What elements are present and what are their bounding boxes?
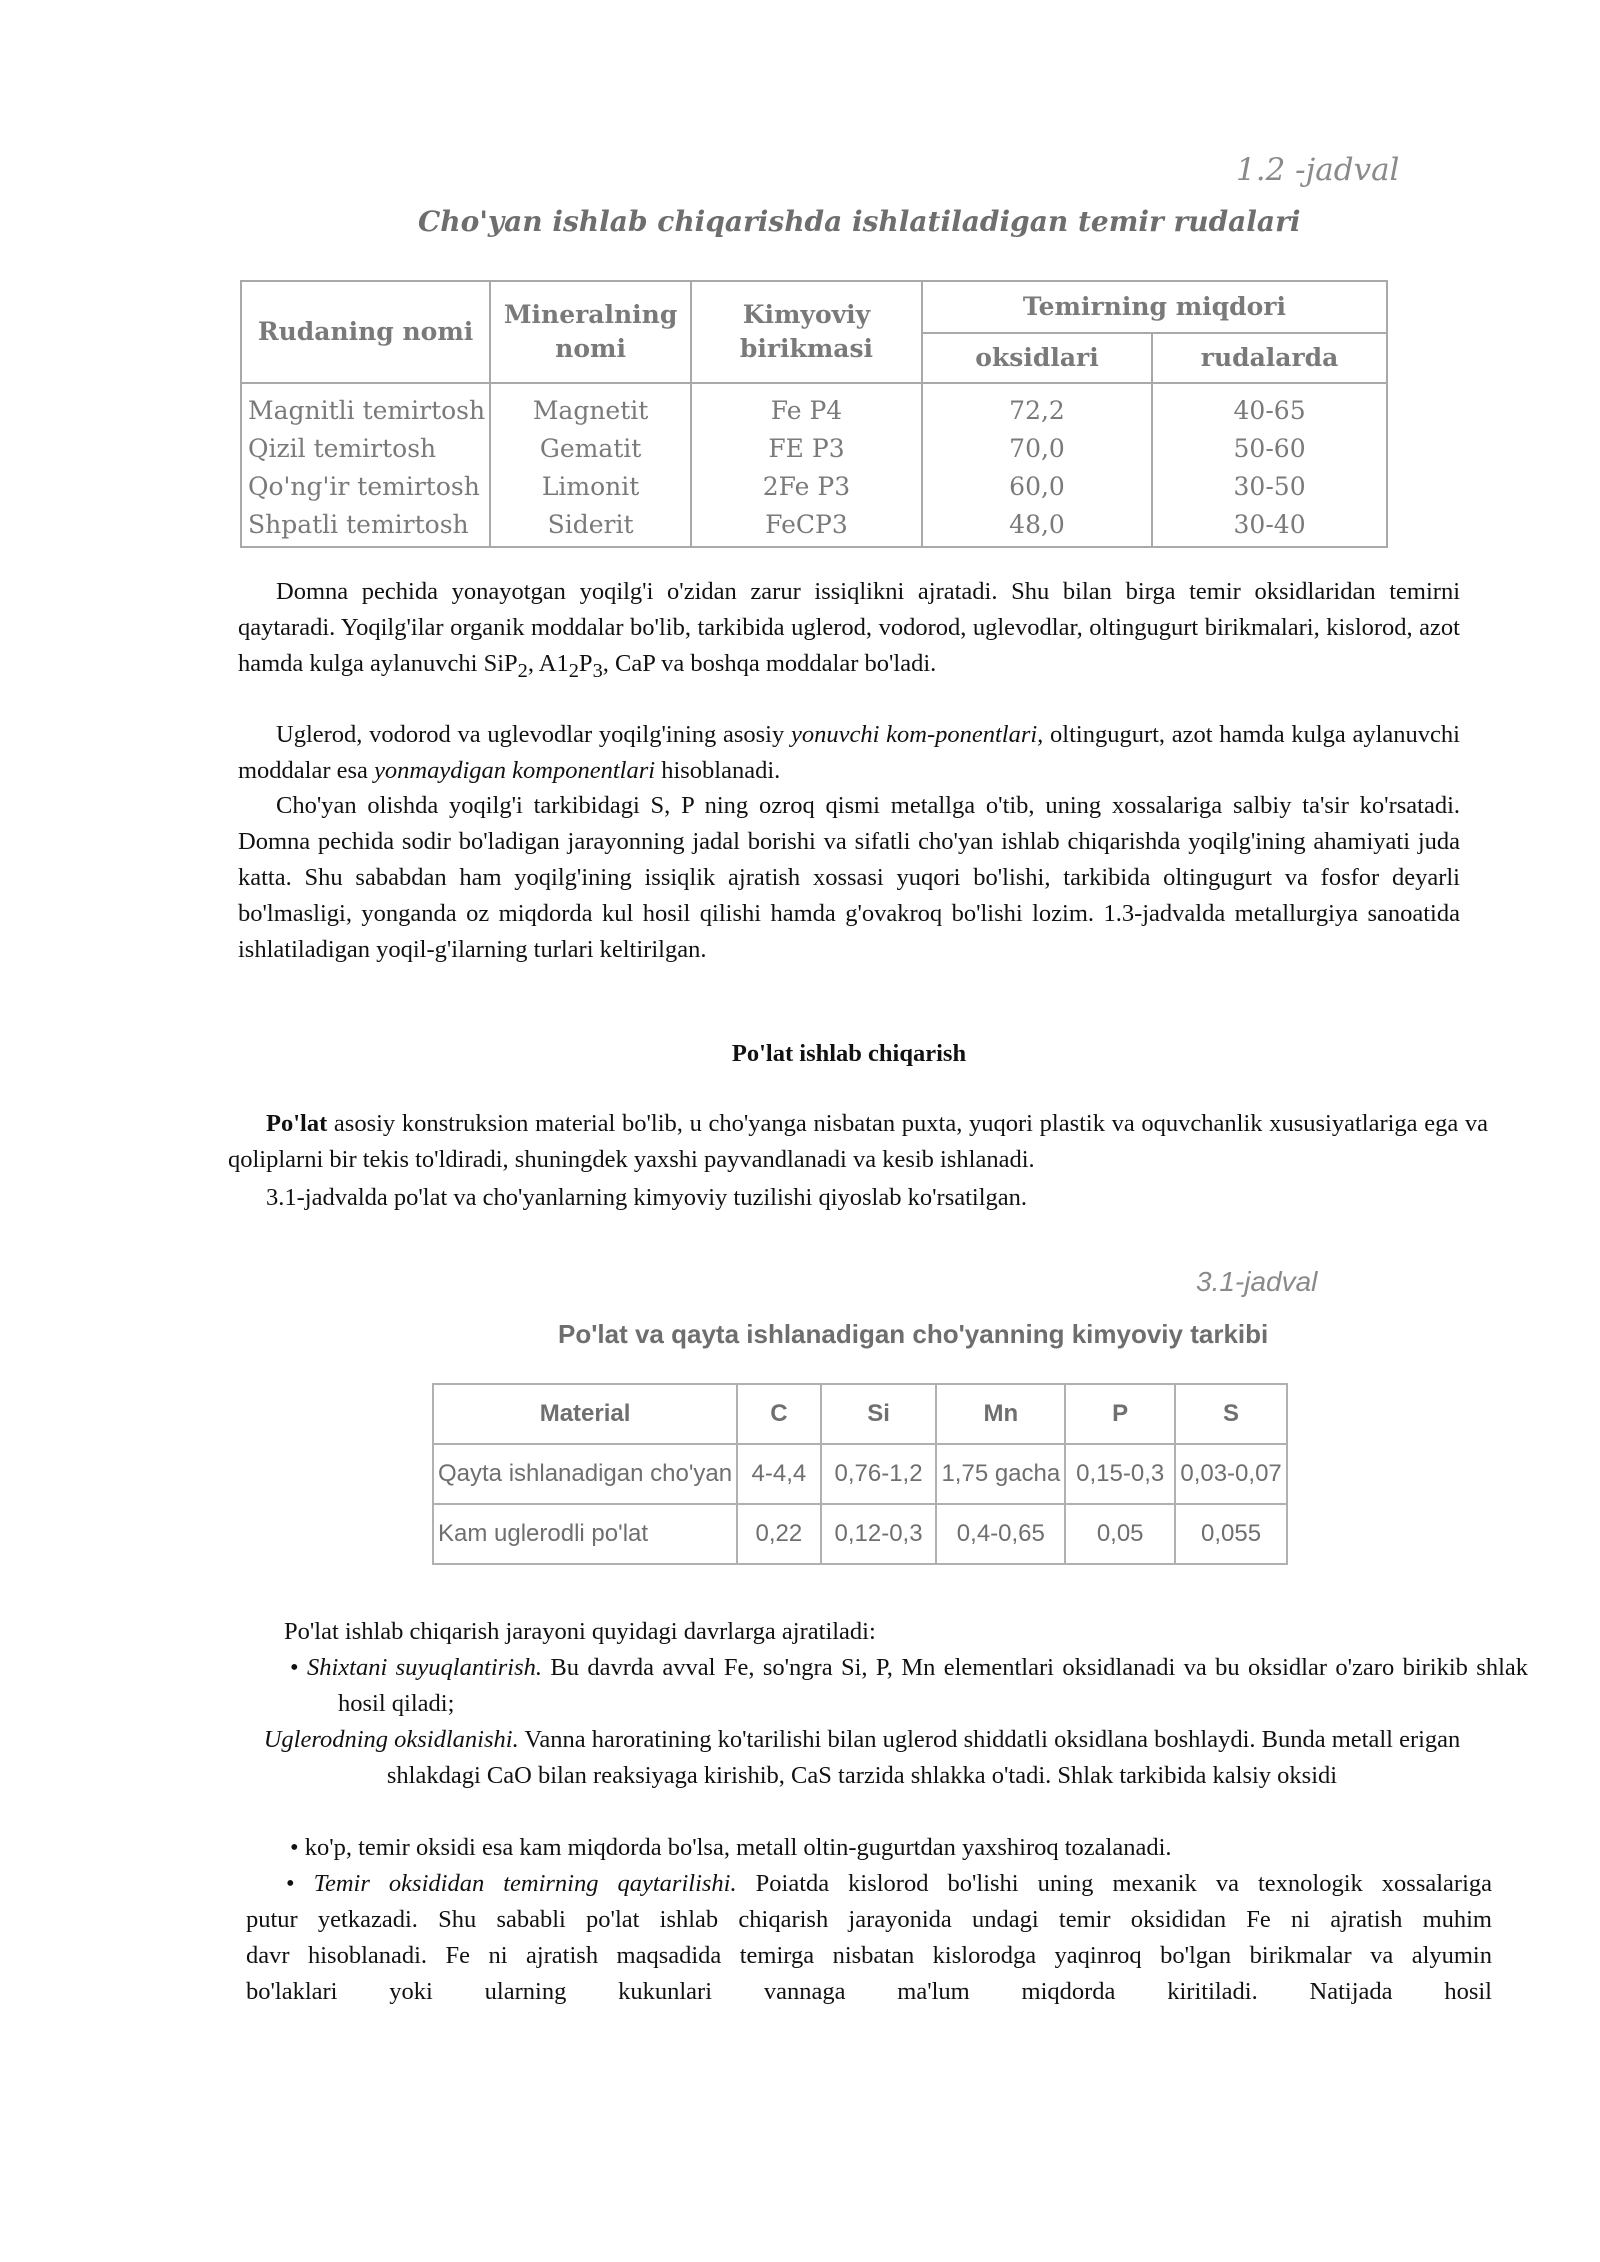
- mineral-cell: Magnetit: [532, 396, 649, 425]
- compound-cell: FE P3: [768, 434, 845, 463]
- list-intro: Po'lat ishlab chiqarish jarayoni quyidagi davrlarga ajratiladi:: [284, 1618, 876, 1645]
- ore-iron-cell: 40-65: [1233, 396, 1306, 425]
- compound-cell: Fe P4: [770, 396, 843, 425]
- mineral-cell: Siderit: [547, 510, 634, 539]
- col-header-mineral-name: Mineralning nomi: [490, 281, 691, 383]
- bullet: •: [290, 1834, 299, 1861]
- col-header-in-ores: rudalarda: [1152, 333, 1387, 383]
- value-cell: 0,22: [737, 1504, 820, 1564]
- value-cell: 0,12-0,3: [821, 1504, 937, 1564]
- table-row: [433, 1444, 1287, 1504]
- value-cell: 0,4-0,65: [936, 1504, 1065, 1564]
- col-header-s: S: [1175, 1384, 1287, 1444]
- compound-cell: 2Fe P3: [762, 472, 851, 501]
- list-item: Uglerodning oksidlanishi. Vanna haroratining ko'tarilishi bilan uglerod shiddatli oksidlana boshlaydi. Bunda metall erigan shlakdagi CaO bilan reaksiyaga kirishib, CaS tarzida shlakka o'tadi. Shlak tarkibida kalsiy oksidi: [263, 1726, 1461, 1789]
- ore-name-cell: Qo'ng'ir temirtosh: [248, 472, 480, 501]
- paragraph-steel-definition: Po'lat asosiy konstruksion material bo'lib, u cho'yanga nisbatan puxta, yuqori plastik va oquvchanlik xususiyatlariga ega va qoliplarni bir tekis to'ldiradi, shuningdek yaxshi payvandlanadi va kesib ishlanadi.: [228, 1110, 1488, 1173]
- table1-caption: Cho'yan ishlab chiqarishda ishlatiladigan temir rudalari: [418, 205, 1301, 238]
- paragraph-fuel-quality: Cho'yan olishda yoqilg'i tarkibidagi S, P ning ozroq qismi metallga o'tib, uning xossalariga salbiy ta'sir ko'rsatadi. Domna pechida sodir bo'ladigan jarayonning jadal borishi va sifatli cho'yan ishlab chiqarishda yoqilg'ining ahamiyati juda katta. Shu sababdan ham yoqilg'ining issiqlik ajratish xossasi yuqori bo'lishi, tarkibida oltingugurt va fosfor deyarli bo'lmasligi, yonganda oz miqdorda kul hosil qilishi hamda g'ovakroq bo'lishi lozim. 1.3-jadvalda metallurgiya sanoatida ishlatiladigan yoqil-g'ilarning turlari keltirilgan.: [238, 792, 1460, 963]
- value-cell: 1,75 gacha: [936, 1444, 1065, 1504]
- ore-iron-cell: 30-40: [1233, 510, 1306, 539]
- oxide-iron-cell: 60,0: [1009, 472, 1065, 501]
- bullet: •: [290, 1654, 299, 1681]
- list-item: • Shixtani suyuqlantirish. Bu davrda avval Fe, so'ngra Si, P, Mn elementlari oksidlanadi va bu oksidlar o'zaro birikib shlak hosil qiladi;: [290, 1654, 1529, 1717]
- col-header-mn: Mn: [936, 1384, 1065, 1444]
- paragraph-table-reference: 3.1-jadvalda po'lat va cho'yanlarning kimyoviy tuzilishi qiyoslab ko'rsatilgan.: [266, 1184, 1028, 1211]
- value-cell: 4-4,4: [737, 1444, 820, 1504]
- table2-caption: Po'lat va qayta ishlanadigan cho'yanning kimyoviy tarkibi: [558, 1319, 1269, 1349]
- ore-name-cell: Shpatli temirtosh: [248, 510, 469, 539]
- value-cell: 0,15-0,3: [1065, 1444, 1175, 1504]
- list-item: • Temir oksididan temirning qaytarilishi. Poiatda kislorod bo'lishi uning mexanik va texnologik xossalariga putur yetkazadi. Shu sababli po'lat ishlab chiqarish jarayonida undagi temir oksididan Fe ni ajratish muhim davr hisoblanadi. Fe ni ajratish maqsadida temirga nisbatan kislorodga yaqinroq bo'lgan birikmalar va alyumin bo'laklari yoki ularning kukunlari vannaga ma'lum miqdorda kiritiladi. Natijada hosil: [246, 1870, 1493, 2005]
- oxide-iron-cell: 48,0: [1009, 510, 1065, 539]
- ore-name-cell: Magnitli temirtosh: [248, 396, 486, 425]
- col-header-ore-name: Rudaning nomi: [241, 281, 490, 383]
- value-cell: 0,76-1,2: [821, 1444, 937, 1504]
- value-cell: 0,055: [1175, 1504, 1287, 1564]
- value-cell: 0,03-0,07: [1175, 1444, 1287, 1504]
- value-cell: 0,05: [1065, 1504, 1175, 1564]
- col-header-iron-content: Temirning miqdori: [922, 281, 1387, 333]
- table-row: [241, 383, 1387, 547]
- col-header-material: Material: [433, 1384, 737, 1444]
- col-header-chemical-compound: Kimyoviy birikmasi: [691, 281, 922, 383]
- table2-number: 3.1-jadval: [1196, 1266, 1318, 1297]
- oxide-iron-cell: 70,0: [1009, 434, 1065, 463]
- chemical-composition-table: [432, 1383, 1288, 1565]
- material-cell: Qayta ishlanadigan cho'yan: [433, 1444, 737, 1504]
- section-heading: Po'lat ishlab chiqarish: [731, 1040, 967, 1067]
- iron-ores-table: [240, 280, 1388, 548]
- material-cell: Kam uglerodli po'lat: [433, 1504, 737, 1564]
- paragraph-fuel-components: Uglerod, vodorod va uglevodlar yoqilg'ining asosiy yonuvchi kom-ponentlari, oltingugurt, azot hamda kulga aylanuvchi moddalar esa yonmaydigan komponentlari hisoblanadi.: [238, 721, 1460, 784]
- table1-number: 1.2 -jadval: [1236, 152, 1400, 188]
- mineral-cell: Gematit: [539, 434, 642, 463]
- ore-iron-cell: 50-60: [1233, 434, 1306, 463]
- list-item: • ko'p, temir oksidi esa kam miqdorda bo'lsa, metall oltin-gugurtdan yaxshiroq tozalanadi.: [290, 1834, 1172, 1861]
- ore-iron-cell: 30-50: [1233, 472, 1306, 501]
- col-header-c: C: [737, 1384, 820, 1444]
- compound-cell: FeCP3: [765, 510, 848, 539]
- mineral-cell: Limonit: [541, 472, 640, 501]
- oxide-iron-cell: 72,2: [1009, 396, 1065, 425]
- table-row: [433, 1504, 1287, 1564]
- bullet: •: [286, 1870, 295, 1897]
- col-header-in-oxides: oksidlari: [922, 333, 1152, 383]
- col-header-p: P: [1065, 1384, 1175, 1444]
- paragraph-fuel-role: Domna pechida yonayotgan yoqilg'i o'zidan zarur issiqlikni ajratadi. Shu bilan birga temir oksidlaridan temirni qaytaradi. Yoqilg'ilar organik moddalar bo'lib, tarkibida uglerod, vodorod, uglevodlar, oltingugurt birikmalari, kislorod, azot hamda kulga aylanuvchi SiP$_2$, $A1_2P_3$, CaP va boshqa moddalar bo'ladi.: [238, 578, 1460, 682]
- ore-name-cell: Qizil temirtosh: [248, 434, 437, 463]
- col-header-si: Si: [821, 1384, 937, 1444]
